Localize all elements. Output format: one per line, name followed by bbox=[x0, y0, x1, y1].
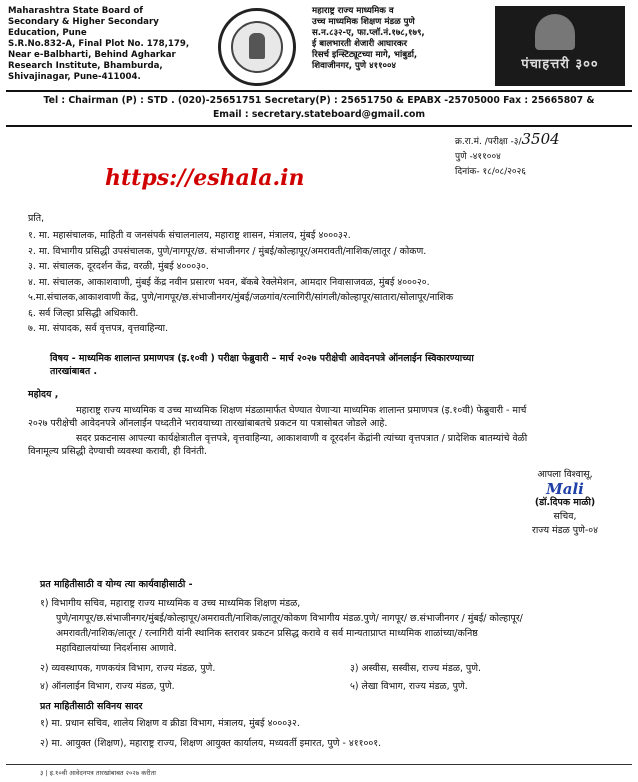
reference-city: पुणे -४११००४ bbox=[455, 152, 501, 162]
copy-item: २) व्यवस्थापक, गणकयंत्र विभाग, राज्य मंडळ, पुणे. bbox=[40, 663, 216, 674]
copy-item: पुणे/नागपूर/छ.संभाजीनगर/मुंबई/कोल्हापूर/अमरावती/नाशिक/लातूर/कोकण विभागीय मंडळ.पुणे/ नागपूर/ छ.संभाजीनगर / मुंबई/ कोल्हापूर/ bbox=[56, 613, 523, 624]
address-line: शिवाजीनगर, पुणे ४११००४ bbox=[312, 61, 396, 71]
addressee-heading: प्रति, bbox=[28, 213, 45, 224]
copies-action-list bbox=[40, 596, 630, 656]
reference-number: 3504 bbox=[521, 130, 560, 148]
copy-item: ४) ऑनलाईन विभाग, राज्य मंडळ, पुणे. bbox=[40, 681, 175, 692]
addressee-item: ३. मा. संचालक, दूरदर्शन केंद्र, वरळी, मुंबई ४०००३०. bbox=[28, 261, 209, 272]
signature-mark: Mali bbox=[546, 480, 584, 498]
addressee-item: २. मा. विभागीय प्रसिद्धी उपसंचालक, पुणे/नागपूर/छ. संभाजीनगर / मुंबई/कोल्हापूर/अमरावती/नाशिक/लातूर / कोकण. bbox=[28, 245, 427, 257]
page-footer: ३ | इ.१०वी आवेदनपत्र तारखांबाबत २०२७ करीता bbox=[40, 769, 156, 777]
copy-item: २) मा. आयुक्त (शिक्षण), महाराष्ट्र राज्य, शिक्षण आयुक्त कार्यालय, मध्यवर्ती इमारत, पुणे - ४११००१. bbox=[40, 738, 382, 749]
header-divider bbox=[6, 90, 632, 92]
address-line: उच्च माध्यमिक शिक्षण मंडळ पुणे bbox=[312, 17, 415, 27]
logo-text: पंचाहत्तरी ३०० bbox=[521, 57, 599, 72]
address-line: Shivajinagar, Pune-411004. bbox=[8, 72, 141, 82]
signature-block bbox=[505, 468, 625, 538]
addressee-item: ६. सर्व जिल्हा प्रसिद्धी अधिकारी. bbox=[28, 307, 139, 319]
closing: आपला विश्वासू, bbox=[537, 469, 593, 480]
address-line: Education, Pune bbox=[8, 28, 87, 38]
addressee-item: १. मा. महासंचालक, माहिती व जनसंपर्क संचालनालय, महाराष्ट्र शासन, मंत्रालय, मुंबई ४०००३२. bbox=[28, 230, 351, 241]
address-line: Secondary & Higher Secondary bbox=[8, 17, 159, 27]
body-line: २०२७ परीक्षेची आवेदनपत्रे ऑनलाईन पध्दतीने भरावयाच्या तारखांबाबतचे प्रकटन या पत्रासोबत जोडले आहे. bbox=[28, 418, 388, 429]
addressee-list bbox=[28, 210, 628, 337]
addressee-item: ७. मा. संपादक, सर्व वृत्तपत्र, वृत्तवाहिन्या. bbox=[28, 323, 169, 334]
address-line: स.न.८३२-ए, फा.प्लॉ.नं.१७८,१७९, bbox=[312, 28, 425, 38]
subject bbox=[50, 352, 635, 378]
reference-number-label: क्र.रा.मं. /परीक्षा -३/ bbox=[455, 137, 522, 147]
board-address-marathi bbox=[312, 6, 492, 72]
anniversary-logo bbox=[495, 6, 625, 86]
copies-action-heading: प्रत माहितीसाठी व योग्य त्या कार्यवाहीसाठी - bbox=[40, 579, 193, 590]
statue-icon bbox=[535, 14, 575, 50]
address-line: Maharashtra State Board of bbox=[8, 6, 143, 16]
signatory-designation: सचिव, bbox=[553, 511, 577, 522]
footer-divider bbox=[6, 764, 632, 765]
body-line: विनामूल्य प्रसिद्धी देण्याची व्यवस्था करावी, ही विनंती. bbox=[28, 446, 207, 457]
body-line: सदर प्रकटनास आपल्या कार्यक्षेत्रातील वृत्तपत्रे, वृत्तवाहिन्या, आकाशवाणी व दूरदर्शन केंद्रांनी त्यांच्या वृत्तपत्रात / प्रादेशिक बातम्यांचे वेळी bbox=[76, 433, 528, 444]
subject-line: विषय - माध्यमिक शालान्त प्रमाणपत्र (इ.१०वी ) परीक्षा फेब्रुवारी – मार्च २०२७ परीक्षेची आवेदनपत्रे ऑनलाईन स्विकारण्याच्या bbox=[50, 353, 474, 364]
body-text bbox=[28, 404, 633, 458]
copies-submit-heading: प्रत माहितीसाठी सविनय सादर bbox=[40, 701, 143, 712]
watermark-link[interactable]: https://eshala.in bbox=[105, 165, 305, 191]
reference-date: दिनांक- १८/०८/२०२६ bbox=[455, 167, 526, 177]
address-line: ई बालभारती शेजारी आघारकर bbox=[312, 39, 407, 49]
board-address-english bbox=[8, 6, 208, 83]
body-line: महाराष्ट्र राज्य माध्यमिक व उच्च माध्यमिक शिक्षण मंडळामार्फत घेण्यात येणाऱ्या माध्यमिक शालान्त प्रमाणपत्र (इ.१०वी) फेब्रुवारी - मार्च bbox=[76, 405, 527, 416]
header-divider bbox=[6, 125, 632, 127]
address-line: महाराष्ट्र राज्य माध्यमिक व bbox=[312, 6, 394, 16]
contact-email: Email : secretary.stateboard@gmail.com bbox=[212, 109, 426, 120]
salutation: महोदय , bbox=[28, 389, 59, 400]
address-line: S.R.No.832-A, Final Plot No. 178,179, bbox=[8, 39, 190, 49]
copy-item: १) मा. प्रधान सचिव, शालेय शिक्षण व क्रीडा विभाग, मंत्रालय, मुंबई ४०००३२. bbox=[40, 718, 300, 729]
address-line: रिसर्च इन्स्टिट्यूटच्या मागे, भांबुर्डा, bbox=[312, 50, 418, 60]
reference-block bbox=[455, 132, 560, 180]
addressee-item: ४. मा. संचालक, आकाशवाणी, मुंबई केंद्र नवीन प्रसारण भवन, बॅकबे रेक्लेमेशन, आमदार निवासाजवळ, मुंबई ४०००२०. bbox=[28, 276, 430, 288]
copy-item: महाविद्यालयांच्या निदर्शनास आणावे. bbox=[56, 643, 177, 654]
copy-item: १) विभागीय सचिव, महाराष्ट्र राज्य माध्यमिक व उच्च माध्यमिक शिक्षण मंडळ, bbox=[40, 598, 301, 609]
address-line: Research Institute, Bhamburda, bbox=[8, 61, 163, 71]
address-line: Near e-Balbharti, Behind Agharkar bbox=[8, 50, 176, 60]
signatory-office: राज्य मंडळ पुणे-०४ bbox=[531, 525, 598, 536]
addressee-item: ५.मा.संचालक,आकाशवाणी केंद्र, पुणे/नागपूर/छ.संभाजीनगर/मुंबई/जळगांव/रत्नागिरी/सांगली/कोल्हापूर/सातारा/सोलापूर/नाशिक bbox=[28, 292, 454, 303]
signatory-name: (डॉ.दिपक माळी) bbox=[534, 497, 596, 508]
copy-item: ३) अस्वीस, सस्वीस, राज्य मंडळ, पुणे. bbox=[350, 663, 482, 674]
board-seal-icon bbox=[218, 8, 296, 86]
contact-block bbox=[6, 94, 632, 122]
contact-phones: Tel : Chairman (P) : STD . (020)-25651751 Secretary(P) : 25651750 & EPABX -25705000 Fax : 25665807 & bbox=[43, 95, 595, 106]
copy-item: ५) लेखा विभाग, राज्य मंडळ, पुणे. bbox=[350, 681, 468, 692]
subject-line: तारखांबाबत . bbox=[50, 366, 98, 377]
copy-item: अमरावती/नाशिक/लातूर / रत्नागिरी यांनी स्थानिक स्तरावर प्रकटन प्रसिद्ध करावे व सर्व मान्यताप्राप्त माध्यमिक शाळांच्या/कनिष्ठ bbox=[56, 628, 478, 639]
